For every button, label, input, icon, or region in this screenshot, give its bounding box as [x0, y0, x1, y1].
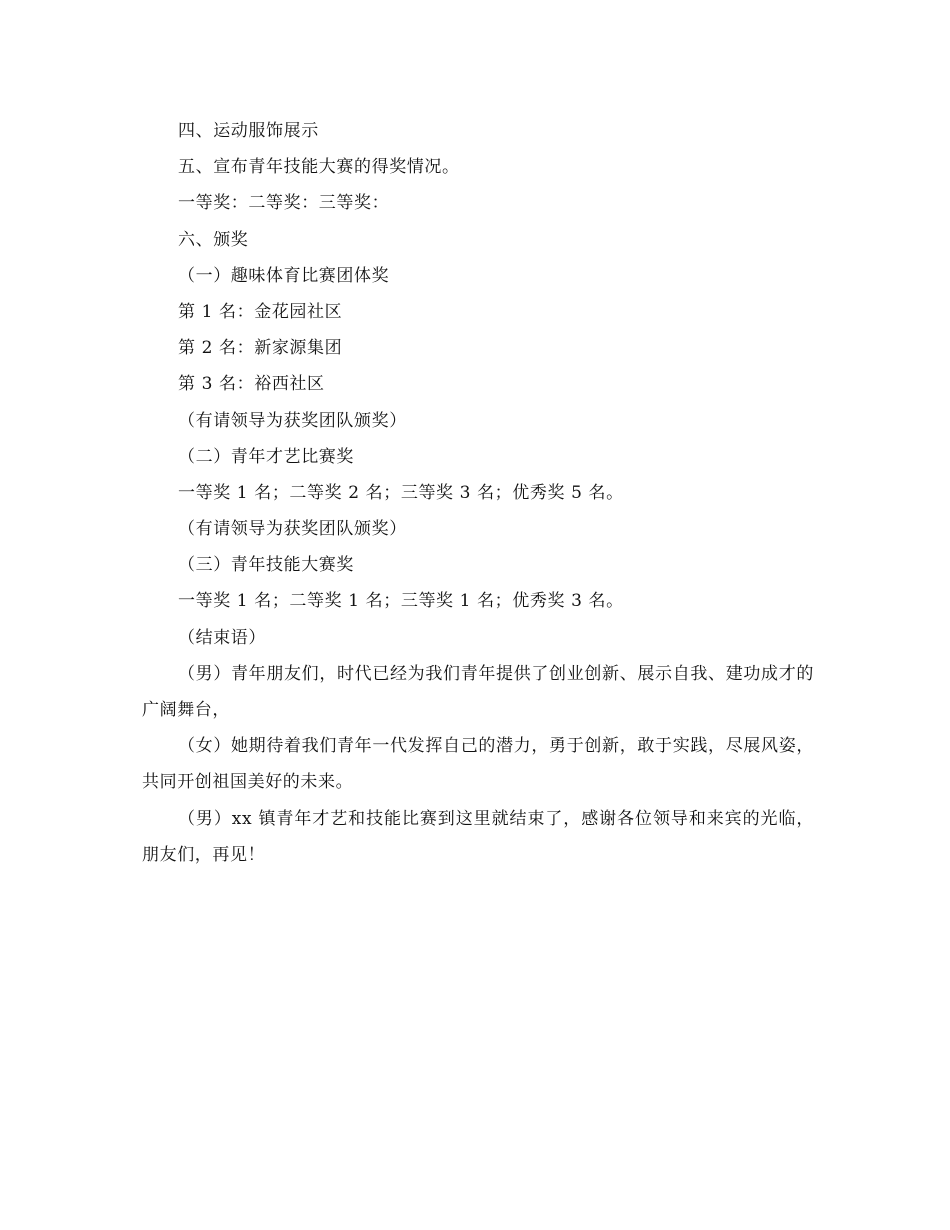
closing-remarks-heading: （结束语） [178, 627, 266, 648]
ranking-second: 第 2 名：新家源集团 [178, 338, 343, 359]
ranking-third: 第 3 名：裕西社区 [178, 374, 325, 395]
section-heading-6: 六、颁奖 [178, 229, 249, 250]
stage-direction: （有请领导为获奖团队颁奖） [178, 410, 407, 431]
skills-award-counts: 一等奖 1 名；二等奖 1 名；三等奖 1 名；优秀奖 3 名。 [178, 591, 624, 612]
subsection-talent-award: （二）青年才艺比赛奖 [178, 446, 354, 467]
stage-direction: （有请领导为获奖团队颁奖） [178, 519, 407, 540]
closing-paragraph-male: （男）青年朋友们，时代已经为我们青年提供了创业创新、展示自我、建功成才的广阔舞台， [142, 663, 814, 721]
talent-award-counts: 一等奖 1 名；二等奖 2 名；三等奖 3 名；优秀奖 5 名。 [178, 482, 624, 503]
ranking-first: 第 1 名：金花园社区 [178, 301, 343, 322]
section-heading-4: 四、运动服饰展示 [178, 121, 319, 141]
section-heading-5: 五、宣布青年技能大赛的得奖情况。 [178, 157, 460, 178]
closing-paragraph-farewell: （男）xx 镇青年才艺和技能比赛到这里就结束了，感谢各位领导和来宾的光临，朋友们，再见！ [142, 808, 814, 865]
subsection-skills-award: （三）青年技能大赛奖 [178, 555, 354, 576]
award-levels-line: 一等奖：二等奖：三等奖： [178, 193, 390, 214]
subsection-sports-award: （一）趣味体育比赛团体奖 [178, 265, 390, 286]
closing-paragraph-female: （女）她期待着我们青年一代发挥自己的潜力，勇于创新，敢于实践，尽展风姿，共同开创祖国美好的未来。 [142, 736, 814, 793]
document-body [142, 113, 814, 873]
